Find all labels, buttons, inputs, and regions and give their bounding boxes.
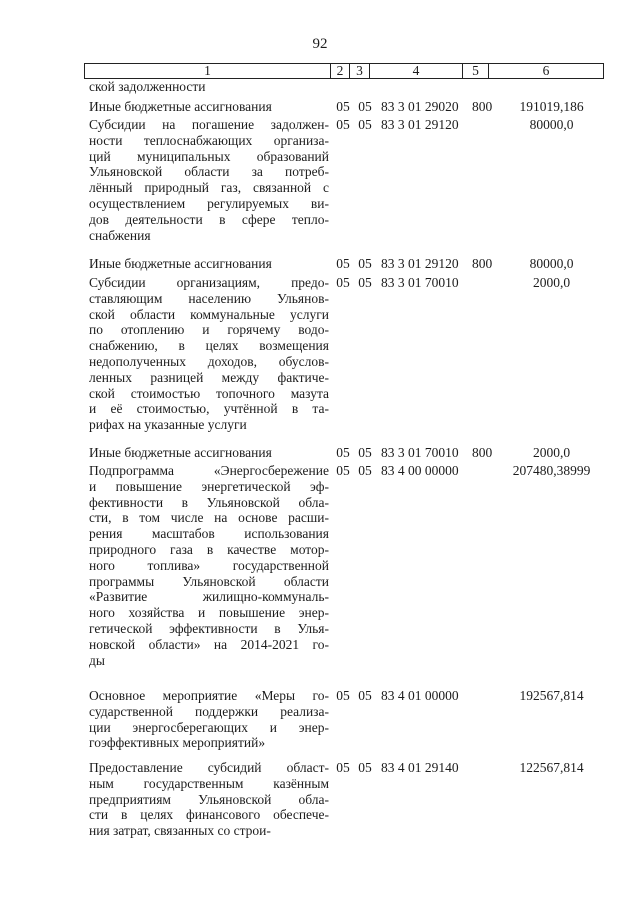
subsection-code: 05 [358,688,372,703]
description-line: Иные бюджетные ассигнования [89,445,272,460]
row-description [89,463,329,668]
description-line: и её стоимостью, учтённой в та- [89,401,329,417]
subsection-code: 05 [358,256,372,271]
header-row [85,64,604,79]
header-col-2: 2 [331,64,350,79]
description-line: ленных разницей между фактиче- [89,369,329,385]
subsection-code: 05 [358,760,372,775]
target-article-code: 83 4 01 29140 [381,760,459,775]
row-description [89,445,329,461]
description-line: сударственной поддержки реализа- [89,703,329,719]
subsection-code: 05 [358,275,372,290]
description-line: предприятиям Ульяновской обла- [89,791,329,807]
description-line: ного топлива» государственной [89,557,329,573]
target-article-code: 83 3 01 29120 [381,256,459,271]
row-description [89,760,329,839]
section-code: 05 [336,99,350,114]
amount-value: 122567,814 [519,760,584,775]
amount-value: 2000,0 [532,445,571,460]
description-line: Иные бюджетные ассигнования [89,99,272,114]
header-col-5: 5 [463,64,489,79]
section-code: 05 [336,760,350,775]
expense-type-code: 800 [472,256,493,271]
description-line: ности теплоснабжающих организа- [89,132,329,148]
description-line: и повышение энергетической эф- [89,478,329,494]
description-line: по отоплению и горячему водо- [89,322,329,338]
section-code: 05 [336,117,350,132]
description-line: ды [89,652,105,668]
target-article-code: 83 3 01 29020 [381,99,459,114]
description-line: дов деятельности в сфере тепло- [89,211,329,227]
description-line: программы Ульяновской области [89,573,329,589]
row-description [89,256,329,272]
expense-type-code: 800 [472,445,493,460]
header-col-3: 3 [350,64,370,79]
description-line: Ульяновской области за потреб- [89,164,329,180]
description-line: снабжению, в целях возмещения [89,338,329,354]
amount-value: 2000,0 [532,275,571,290]
section-code: 05 [336,445,350,460]
description-line: ской области коммунальные услуги [89,306,329,322]
amount-value: 207480,38999 [512,463,591,478]
subsection-code: 05 [358,117,372,132]
description-line: Субсидии на погашение задолжен- [89,117,329,132]
subsection-code: 05 [358,445,372,460]
description-line: гетической эффективности в Улья- [89,620,329,636]
target-article-code: 83 4 00 00000 [381,463,459,478]
header-col-1: 1 [85,64,331,79]
description-line: «Развитие жилищно-коммуналь- [89,589,329,605]
description-line: Иные бюджетные ассигнования [89,256,272,271]
description-line: Основное мероприятие «Меры го- [89,688,329,703]
description-line: осуществлением регулируемых ви- [89,195,329,211]
row-description [89,688,329,751]
description-line: ным государственным казённым [89,775,329,791]
description-line: снабжения [89,227,151,243]
description-line: сти, в том числе на основе расши- [89,510,329,526]
column-header-table [84,63,604,79]
header-col-6: 6 [489,64,604,79]
section-code: 05 [336,463,350,478]
row-description [89,99,329,115]
section-code: 05 [336,256,350,271]
description-line: ской задолженности [89,79,206,94]
description-line: рения масштабов использования [89,526,329,542]
description-line: фективности в Ульяновской обла- [89,494,329,510]
amount-value: 80000,0 [529,256,574,271]
description-line: ской стоимостью топочного мазута [89,385,329,401]
description-line: природного газа в качестве мотор- [89,541,329,557]
row-description [89,117,329,243]
description-line: ции энергосберегающих и энер- [89,719,329,735]
subsection-code: 05 [358,99,372,114]
description-line: Субсидии организациям, предо- [89,275,329,290]
amount-value: 80000,0 [529,117,574,132]
section-code: 05 [336,275,350,290]
page-number: 92 [312,36,328,52]
description-line: ставляющим населению Ульянов- [89,290,329,306]
description-line: ния затрат, связанных со строи- [89,823,271,839]
description-line: лённый природный газ, связанной с [89,180,329,196]
target-article-code: 83 4 01 00000 [381,688,459,703]
description-line: ций муниципальных образований [89,148,329,164]
amount-value: 192567,814 [519,688,584,703]
description-line: Подпрограмма «Энергосбережение [89,463,329,478]
description-line: рифах на указанные услуги [89,417,247,433]
description-line: недополученных доходов, обуслов- [89,353,329,369]
row-description [89,275,329,433]
section-code: 05 [336,688,350,703]
description-line: сти в целях финансового обеспече- [89,807,329,823]
description-line: ного хозяйства и повышение энер- [89,605,329,621]
target-article-code: 83 3 01 29120 [381,117,459,132]
subsection-code: 05 [358,463,372,478]
row-description [89,79,329,95]
expense-type-code: 800 [472,99,493,114]
description-line: Предоставление субсидий област- [89,760,329,775]
target-article-code: 83 3 01 70010 [381,275,459,290]
target-article-code: 83 3 01 70010 [381,445,459,460]
amount-value: 191019,186 [519,99,584,114]
description-line: гоэффективных мероприятий» [89,735,266,751]
description-line: новской области» на 2014-2021 го- [89,636,329,652]
header-col-4: 4 [370,64,463,79]
